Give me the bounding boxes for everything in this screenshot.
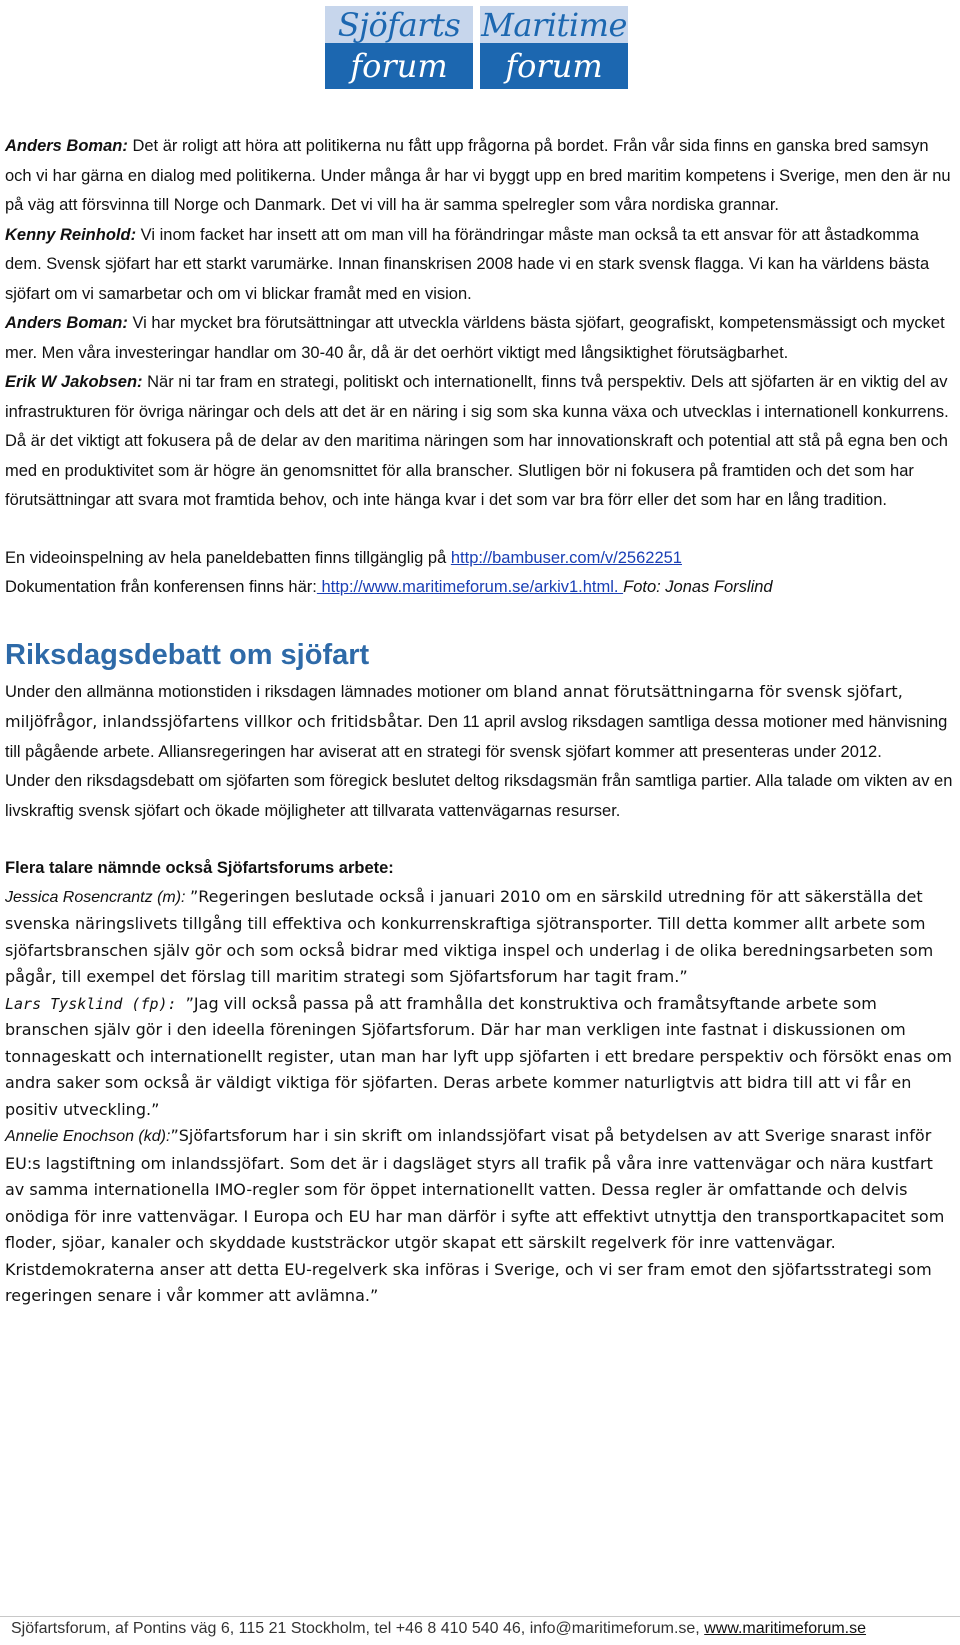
logo-left-bottom: forum [350, 47, 448, 85]
paragraph-boman-2 [5, 309, 957, 368]
quote-text: ”Jag vill också passa på att framhålla det konstruktiva och framåtsyftande arbete som branschen själv gör i den ideella föreningen Sjöfartsforum. Där har man verkligen inte fastnat i diskussionen om tonnageskatt och internationellt register, utan man har lyft upp sjöfarten i ett bredare perspektiv och försökt enas om andra saker som också är väldigt viktiga för sjöfarten. Deras arbete kommer naturligtvis att bidra till att vi får en positiv utveckling.” [5, 993, 952, 1119]
quote-speaker: Jessica Rosencrantz (m): [5, 888, 190, 906]
speakers-heading: Flera talare nämnde också Sjöfartsforums arbete: [5, 859, 394, 877]
quote-text: ”Regeringen beslutade också i januari 2010 om en särskild utredning för att säkerställa det svenska näringslivets tillgång till effektiva och konkurrenskraftiga sjötransporter. Till detta kommer allt arbete som sjöfartsbranschen själv gör och som också bidrar med viktiga inspel och underlag i de olika beredningsarbeten som pågår, till exempel det förslag till maritim strategi som Sjöfartsforum har tagit fram.” [5, 886, 934, 986]
paragraph-text: Det är roligt att höra att politikerna nu fått upp frågorna på bordet. Från vår sida finns en ganska bred samsyn och vi har gärna en dialog med politikerna. Under många år har vi byggt upp en bred maritim kompetens i Sverige, men den är nu på väg att försvinna till Norge och Danmark. Det vi vill ha är samma spelregler som våra nordiska grannar. [5, 137, 951, 214]
page-footer: Sjöfartsforum, af Pontins väg 6, 115 21 Stockholm, tel +46 8 410 540 46, info@maritimeforum.se, www.maritimeforum.se [11, 1620, 867, 1637]
docs-link[interactable]: http://www.maritimeforum.se/arkiv1.html. [316, 578, 624, 596]
logo-right-top: Maritime [481, 5, 627, 44]
paragraph-text: Vi inom facket har insett att om man vill ha förändringar måste man också ta ett ansvar för att åstadkomma dem. Svensk sjöfart har ett starkt varumärke. Innan finanskrisen 2008 hade vi en stark svensk flagga. Vi kan ha världens bästa sjöfart om vi samarbetar och om vi blickar framåt med en vision. [5, 225, 930, 303]
quote-rosencrantz [5, 884, 957, 991]
paragraph-text: När ni tar fram en strategi, politiskt och internationellt, finns två perspektiv. Dels att sjöfarten är en viktig del av infrastrukturen för övriga näringar och dels att det är en näring i sig som ska kunna växa och utvecklas i internationell konkurrens. Då är det viktigt att fokusera på de delar av den maritima näringen som har innovationskraft och potential att stå på egna ben och med en produktivitet som är högre än genomsnittet för alla branscher. Slutligen bör ni fokusera på framtiden och det som har förutsättningar att svara mot framtida behov, och inte hänga kvar i det som var bra förr eller det som har en lång tradition. [5, 373, 949, 509]
speaker-name: Erik W Jakobsen: [5, 373, 143, 391]
footer-website-link[interactable]: www.maritimeforum.se [704, 1620, 867, 1637]
paragraph-reinhold [5, 221, 957, 310]
paragraph-jakobsen [5, 368, 957, 516]
speaker-name: Anders Boman: [5, 314, 128, 332]
paragraph-text: Vi har mycket bra förutsättningar att utveckla världens bästa sjöfart, geografiskt, kompetensmässigt och mycket mer. Men våra investeringar handlar om 30-40 år, då är det oerhört viktigt med långsiktighet förutsägbarhet. [5, 314, 945, 362]
logo-left-top: Sjöfarts [337, 5, 461, 44]
article-body [5, 132, 957, 1310]
quote-enochson [5, 1123, 957, 1310]
docs-line: Dokumentation från konferensen finns här: http://www.maritimeforum.se/arkiv1.html. Foto: Jonas Forslind [5, 578, 773, 596]
speaker-name: Anders Boman: [5, 137, 128, 155]
logo-right-bottom: forum [505, 47, 603, 85]
maritime-forum-logo [480, 6, 628, 89]
riksdag-paragraph-2: Under den riksdagsdebatt om sjöfarten som föregick beslutet deltog riksdagsmän från samtliga partier. Alla talade om vikten av en livskraftig svensk sjöfart och ökade möjligheter att tillvarata vattenvägarnas resurser. [5, 772, 953, 820]
paragraph-boman-1 [5, 132, 957, 221]
riksdag-paragraph-1: Under den allmänna motionstiden i riksdagen lämnades motioner om bland annat förutsättningarna för svensk sjöfart, miljöfrågor, inlandssjöfartens villkor och fritidsbåtar. Den 11 april avslog riksdagen samtliga dessa motioner med hänvisning till pågående arbete. Alliansregeringen har aviserat att en strategi för svensk sjöfart kommer att presenteras under 2012. [5, 681, 948, 761]
video-line: En videoinspelning av hela paneldebatten finns tillgänglig på http://bambuser.com/v/2562251 [5, 548, 682, 567]
quote-speaker: Lars Tysklind (fp): [5, 994, 186, 1013]
section-heading: Riksdagsdebatt om sjöfart [5, 638, 370, 671]
photo-credit: Foto: Jonas Forslind [623, 578, 773, 596]
sjofartsforum-logo [325, 6, 473, 89]
quote-speaker: Annelie Enochson (kd): [5, 1128, 171, 1145]
speaker-name: Kenny Reinhold: [5, 225, 137, 244]
quotes-list [5, 884, 957, 1310]
video-link[interactable]: http://bambuser.com/v/2562251 [450, 548, 682, 567]
quote-tysklind [5, 991, 957, 1124]
footer-divider [0, 1616, 960, 1617]
quote-text: ”Sjöfartsforum har i sin skrift om inlandssjöfart visat på betydelsen av att Sverige snarast inför EU:s lagstiftning om inlandssjöfart. Som det är i dagsläget styrs all trafik på våra inre vattenvägar och nära kustfart av samma internationella IMO-regler som för öppet internationellt vatten. Dessa regler är omfattande och delvis onödiga för inre vattenvägar. I Europa och EU har man därför i syfte att effektivt utnyttja den transportkapacitet som floder, sjöar, kanaler och skyddade kuststräckor utgör skapat ett särskilt regelverk för inre vattenvägar. Kristdemokraterna anser att detta EU-regelverk ska införas i Sverige, och vi ser fram emot den sjöfartsstrategi som regeringen senare i vår kommer att avlämna.” [5, 1126, 945, 1305]
header-logos [325, 6, 628, 89]
